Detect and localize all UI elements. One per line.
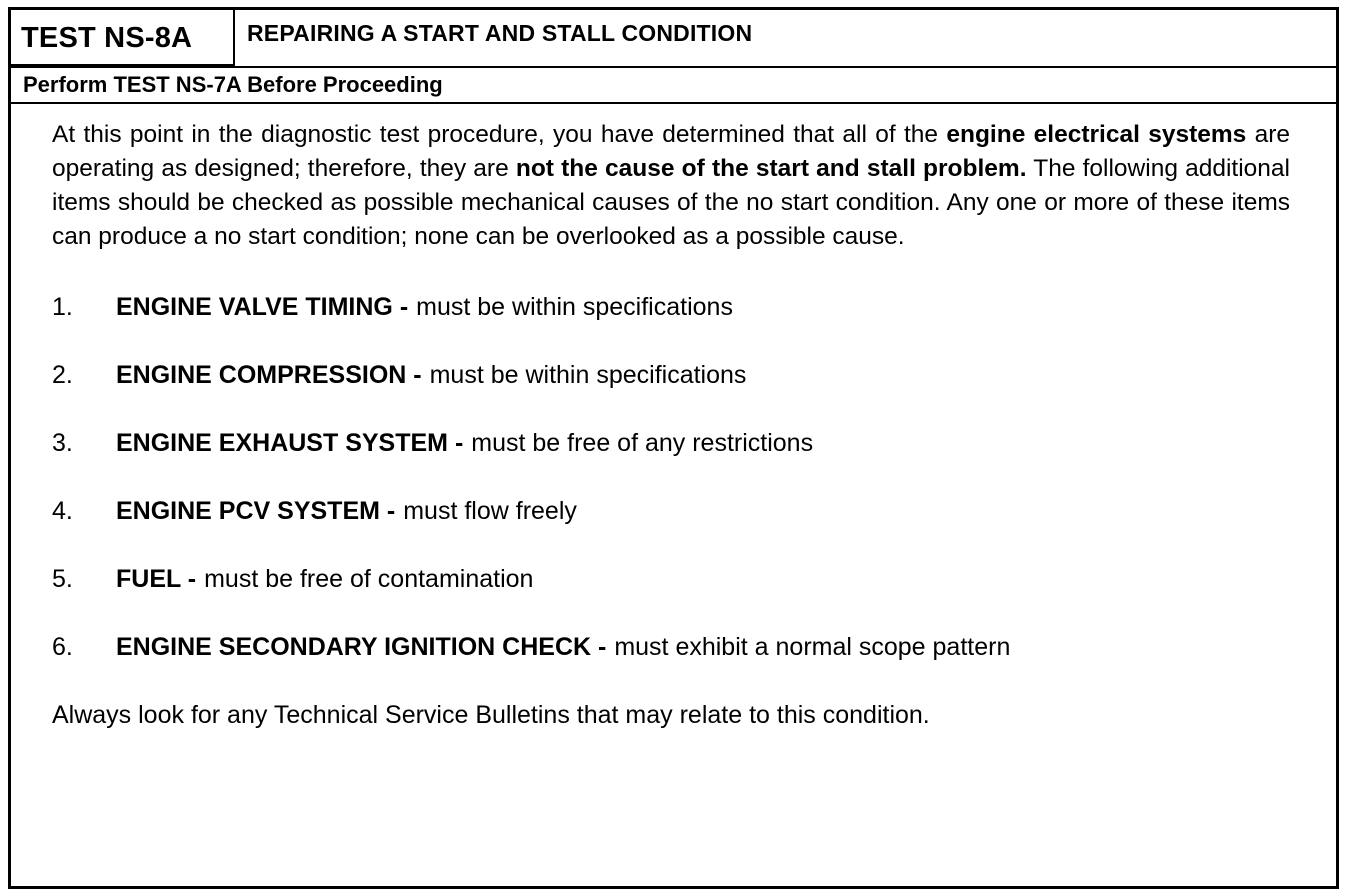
item-number: 4. [52, 497, 73, 525]
check-item-5 [52, 562, 1290, 596]
intro-bold-1: engine electrical systems [946, 121, 1247, 148]
test-title: REPAIRING A START AND STALL CONDITION [247, 20, 753, 46]
item-term: ENGINE PCV SYSTEM - [116, 497, 396, 525]
intro-text-3: The following additional items should be checked as possible mechanical causes of the no start condition. Any one or more of these items can produce a no start condition; none can be overlooked as a possible cause. [52, 155, 1291, 250]
item-term: ENGINE VALVE TIMING - [116, 293, 409, 321]
check-item-6 [52, 630, 1290, 664]
item-description: must be free of any restrictions [471, 429, 814, 457]
item-term: ENGINE COMPRESSION - [116, 361, 422, 389]
check-item-3 [52, 426, 1290, 460]
item-number: 2. [52, 361, 73, 389]
item-term: FUEL - [116, 565, 197, 593]
prerequisite-note: Perform TEST NS-7A Before Proceeding [11, 66, 1336, 104]
check-item-1 [52, 290, 1290, 324]
item-term: ENGINE EXHAUST SYSTEM - [116, 429, 464, 457]
tsb-note: Always look for any Technical Service Bulletins that may relate to this condition. [52, 701, 930, 729]
item-description: must be free of contamination [204, 565, 534, 593]
intro-bold-2: not the cause of the start and stall problem. [515, 155, 1027, 182]
procedure-content [52, 118, 1290, 757]
check-item-2 [52, 358, 1290, 392]
intro-paragraph [52, 118, 1290, 254]
item-description: must be within specifications [429, 361, 747, 389]
item-description: must flow freely [403, 497, 577, 525]
test-id: TEST NS-8A [11, 10, 235, 66]
intro-text-1: At this point in the diagnostic test procedure, you have determined that all of the [52, 121, 947, 148]
item-number: 3. [52, 429, 73, 457]
item-number: 1. [52, 293, 73, 321]
header-row [11, 10, 1336, 66]
item-term: ENGINE SECONDARY IGNITION CHECK - [116, 633, 607, 661]
item-description: must exhibit a normal scope pattern [614, 633, 1011, 661]
intro-text-2: are operating as designed; therefore, they are [52, 121, 1291, 182]
check-item-4 [52, 494, 1290, 528]
item-number: 5. [52, 565, 73, 593]
item-number: 6. [52, 633, 73, 661]
item-description: must be within specifications [416, 293, 733, 321]
